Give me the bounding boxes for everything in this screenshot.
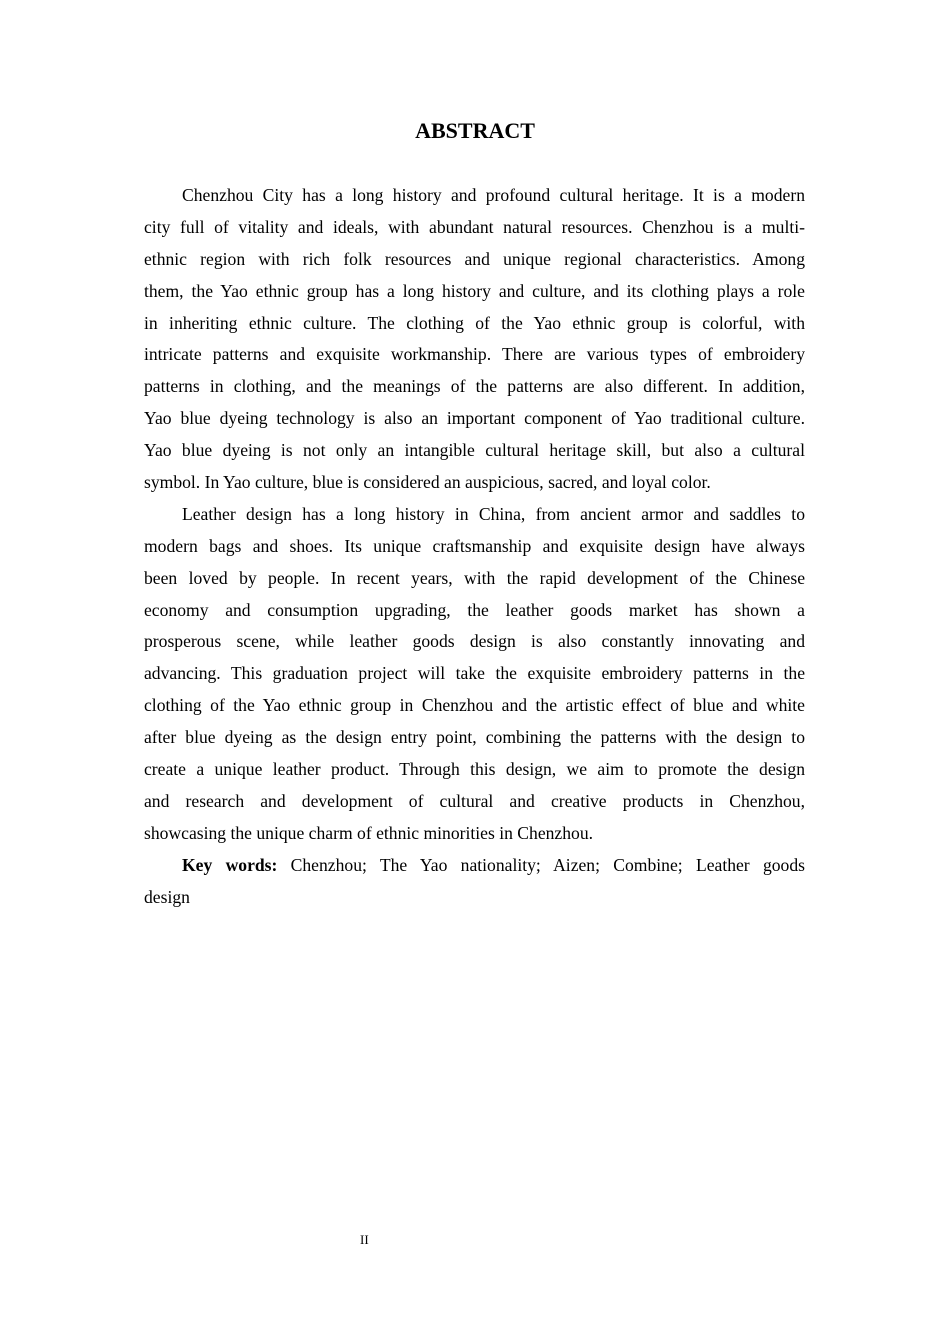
paragraph-2 bbox=[144, 499, 805, 850]
text-line: Yao blue dyeing is not only an intangible cultural heritage skill, but also a cultural bbox=[144, 440, 805, 461]
keywords bbox=[144, 850, 805, 914]
text-line: been loved by people. In recent years, with the rapid development of the Chinese bbox=[144, 567, 805, 588]
text-line: clothing of the Yao ethnic group in Chenzhou and the artistic effect of blue and white bbox=[144, 695, 805, 716]
text-line: intricate patterns and exquisite workmanship. There are various types of embroidery bbox=[144, 344, 805, 365]
text-line: prosperous scene, while leather goods design is also constantly innovating and bbox=[144, 631, 805, 652]
keywords-line bbox=[144, 850, 805, 882]
text-line: and research and development of cultural and creative products in Chenzhou, bbox=[144, 790, 805, 811]
text-line: them, the Yao ethnic group has a long history and culture, and its clothing plays a role bbox=[144, 280, 805, 301]
text-line: Yao blue dyeing technology is also an important component of Yao traditional culture. bbox=[144, 408, 805, 429]
keywords-line-2: design bbox=[144, 886, 190, 907]
text-line: in inheriting ethnic culture. The clothing of the Yao ethnic group is colorful, with bbox=[144, 312, 805, 333]
abstract-body bbox=[144, 180, 805, 913]
text-line: advancing. This graduation project will take the exquisite embroidery patterns in the bbox=[144, 663, 805, 684]
text-line: Chenzhou City has a long history and profound cultural heritage. It is a modern bbox=[182, 185, 805, 205]
paragraph-1 bbox=[144, 180, 805, 499]
text-line: create a unique leather product. Through this design, we aim to promote the design bbox=[144, 759, 805, 780]
text-line: city full of vitality and ideals, with abundant natural resources. Chenzhou is a multi- bbox=[144, 216, 805, 237]
keywords-text: Chenzhou; The Yao nationality; Aizen; Combine; Leather goods bbox=[277, 854, 805, 875]
text-line: economy and consumption upgrading, the leather goods market has shown a bbox=[144, 599, 805, 620]
text-line: showcasing the unique charm of ethnic minorities in Chenzhou. bbox=[144, 822, 594, 843]
text-line: ethnic region with rich folk resources and unique regional characteristics. Among bbox=[144, 248, 805, 269]
text-line: modern bags and shoes. Its unique craftsmanship and exquisite design have always bbox=[144, 535, 805, 556]
abstract-title: ABSTRACT bbox=[415, 118, 535, 143]
keywords-label: Key words: bbox=[182, 854, 278, 875]
page-number: II bbox=[360, 1232, 369, 1247]
text-line: Leather design has a long history in China, from ancient armor and saddles to bbox=[182, 503, 805, 524]
text-line: patterns in clothing, and the meanings of the patterns are also different. In addition, bbox=[144, 376, 805, 397]
text-line: after blue dyeing as the design entry point, combining the patterns with the design to bbox=[144, 727, 805, 748]
text-line: symbol. In Yao culture, blue is considered an auspicious, sacred, and loyal color. bbox=[144, 472, 711, 493]
